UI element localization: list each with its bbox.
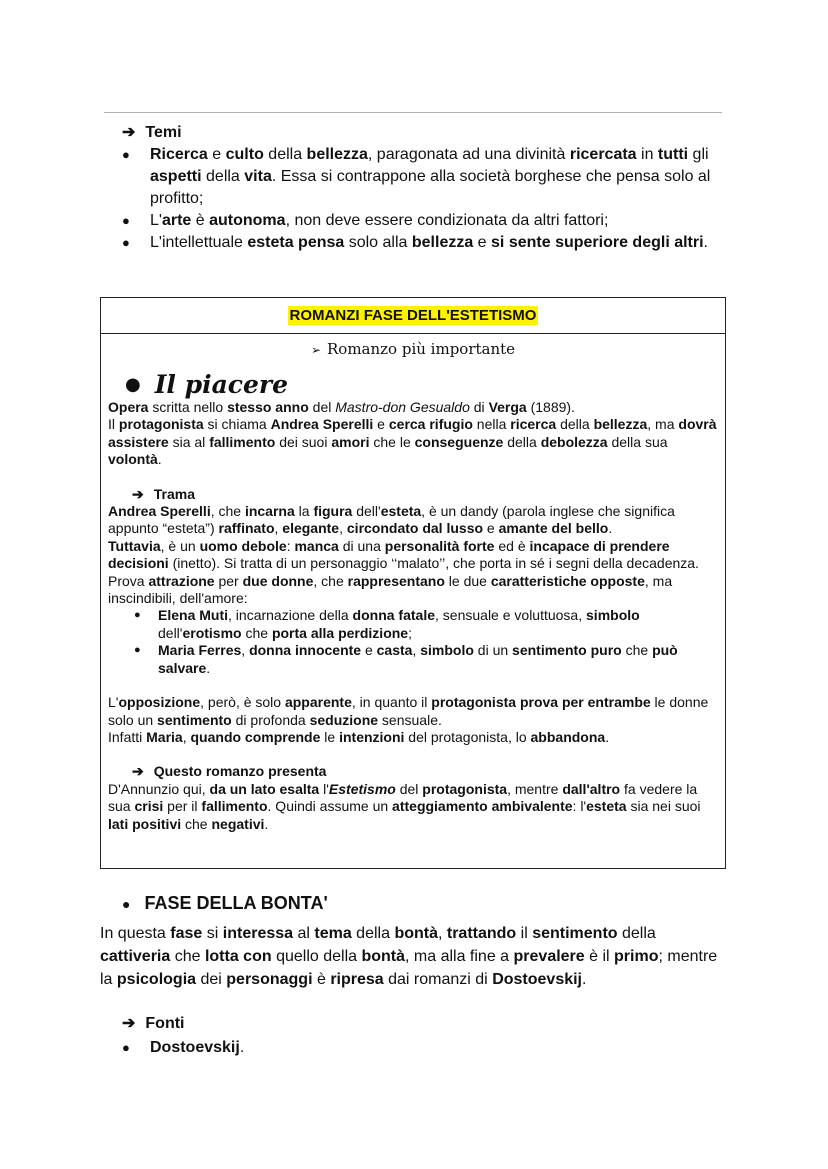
paragraph: Andrea Sperelli, che incarna la figura dell'esteta, è un dandy (parola inglese che significa appunto “esteta”) raffinato, elegante, circondato dal lusso e amante del bello. xyxy=(108,503,675,537)
list-item xyxy=(122,232,722,254)
arrow-icon: ➔ xyxy=(122,124,136,141)
arrow-icon: ➔ xyxy=(132,485,144,502)
list-item-text: L'arte è autonoma, non deve essere condizionata da altri fattori; xyxy=(150,212,609,229)
box-title: ROMANZI FASE DELL'ESTETISMO xyxy=(289,307,537,324)
box-subtitle-label: Romanzo più importante xyxy=(327,340,516,358)
list-item xyxy=(122,210,722,232)
paragraph: Prova attrazione per due donne, che rappresentano le due caratteristiche opposte, ma inscindibili, dell'amore: xyxy=(108,572,673,607)
list-item-text: Elena Muti, incarnazione della donna fatale, sensuale e voluttuosa, simbolo dell'erotismo che porta alla perdizione; xyxy=(158,607,640,641)
list-item-text: Dostoevskij. xyxy=(150,1039,245,1056)
bullet-icon: ● xyxy=(122,895,131,912)
temi-heading-label: Temi xyxy=(145,124,182,141)
paragraph: D'Annunzio qui, da un lato esalta l'Estetismo del protagonista, mentre dall'altro fa vedere la sua crisi per il fallimento. Quindi assume un atteggiamento ambivalente: l'esteta sia nei suoi lati positivi che negativi. xyxy=(108,780,701,832)
bullet-icon: ● xyxy=(122,1040,130,1055)
fase-heading xyxy=(122,893,328,914)
novel-title xyxy=(125,370,725,399)
bullet-icon: ● xyxy=(134,609,141,622)
bullet-icon: ● xyxy=(134,644,141,657)
paragraph: L'opposizione, però, è solo apparente, in quanto il protagonista prova per entrambe le donne solo un sentimento di profonda seduzione sensuale. xyxy=(108,694,709,728)
fase-heading-label: FASE DELLA BONTA' xyxy=(144,893,328,913)
fonti-heading-label: Fonti xyxy=(145,1015,185,1032)
romanzi-box xyxy=(100,297,726,869)
box-header xyxy=(101,298,725,334)
bullet-icon: ● xyxy=(122,213,130,228)
list-item xyxy=(122,1036,244,1060)
presenta-heading xyxy=(132,763,718,780)
paragraph: Tuttavia, è un uomo debole: manca di una personalità forte ed è incapace di prendere decisioni (inetto). Si tratta di un personaggio ‘‘malato’’, che porta in sé i segni della decadenza. xyxy=(108,537,699,572)
fase-paragraph: In questa fase si interessa al tema della bontà, trattando il sentimento della cattiveria che lotta con quello della bontà, ma alla fine a prevalere è il primo; mentre la psicologia dei personaggi è ripresa dai romanzi di Dostoevskij. xyxy=(100,925,718,988)
list-item-text: Maria Ferres, donna innocente e casta, simbolo di un sentimento puro che può salvare. xyxy=(158,642,678,676)
paragraph: Il protagonista si chiama Andrea Sperelli e cerca rifugio nella ricerca della bellezza, ma dovrà assistere sia al fallimento dei suoi amori che le conseguenze della debolezza della sua volontà. xyxy=(108,416,717,468)
bullet-icon: ● xyxy=(122,235,130,250)
paragraph: Infatti Maria, quando comprende le intenzioni del protagonista, lo abbandona. xyxy=(108,728,610,745)
presenta-heading-label: Questo romanzo presenta xyxy=(153,763,327,780)
fonti-section xyxy=(122,1012,244,1060)
arrow-icon: ➔ xyxy=(122,1015,136,1032)
novel-title-label: Il piacere xyxy=(154,370,288,399)
fonti-heading xyxy=(122,1012,244,1036)
list-item xyxy=(134,607,718,642)
temi-section xyxy=(122,122,722,254)
arrow-icon: ➔ xyxy=(132,763,144,780)
bullet-icon: ● xyxy=(122,147,130,162)
box-body xyxy=(101,399,725,833)
bullet-icon: ● xyxy=(125,374,141,395)
trama-heading-label: Trama xyxy=(153,485,195,502)
list-item xyxy=(122,144,722,210)
list-item-text: Ricerca e culto della bellezza, paragonata ad una divinità ricercata in tutti gli aspetti della vita. Essa si contrappone alla società borghese che pensa solo al profitto; xyxy=(150,146,711,207)
box-subtitle xyxy=(101,340,725,358)
list-item xyxy=(134,642,718,677)
triangle-arrow-icon: ➢ xyxy=(310,343,321,357)
temi-heading xyxy=(122,122,722,144)
paragraph: Opera scritta nello stesso anno del Mastro-don Gesualdo di Verga (1889). xyxy=(108,399,575,415)
list-item-text: L'intellettuale esteta pensa solo alla bellezza e si sente superiore degli altri. xyxy=(150,234,708,251)
horizontal-rule xyxy=(104,112,722,113)
trama-heading xyxy=(132,486,718,503)
